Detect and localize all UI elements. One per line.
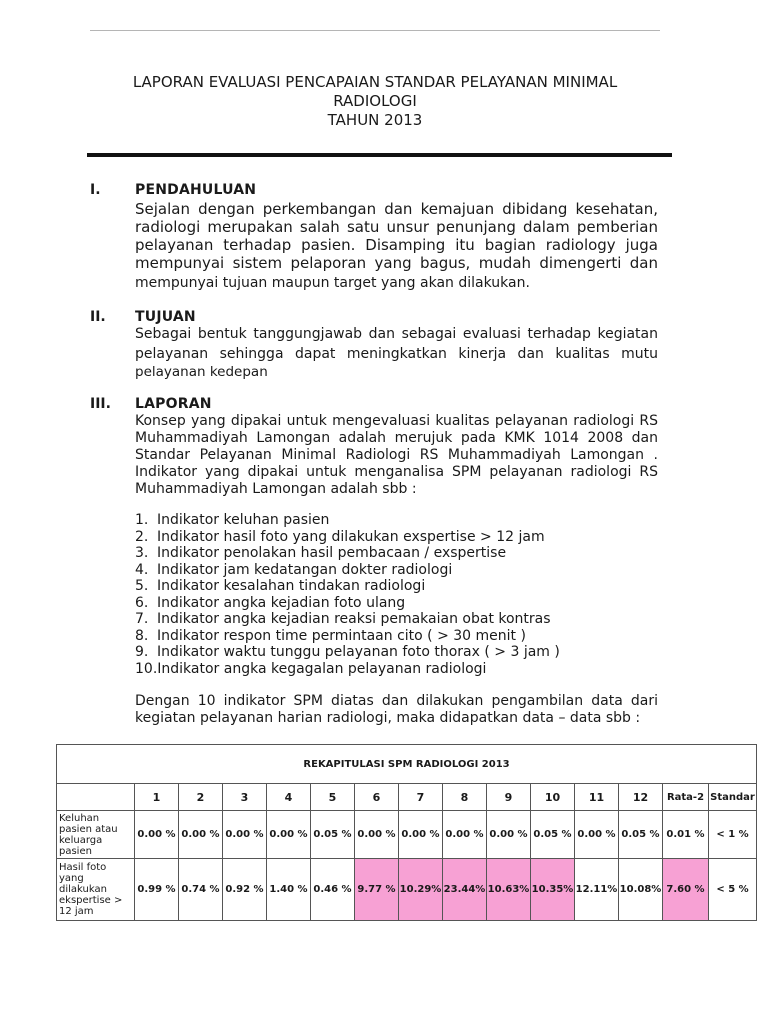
report-title-line-3: TAHUN 2013 — [327, 111, 423, 129]
column-header-average: Rata-2 — [663, 784, 709, 811]
paragraph-line: Standar Pelayanan Minimal Radiologi RS Muhammadiyah Lamongan . — [135, 447, 658, 463]
table-cell: 12.11% — [575, 859, 619, 921]
column-header: 9 — [487, 784, 531, 811]
table-cell: 9.77 % — [355, 859, 399, 921]
table-cell: 10.63% — [487, 859, 531, 921]
list-item: 9. Indikator waktu tunggu pelayanan foto thorax ( > 3 jam ) — [135, 644, 560, 660]
list-item: 5. Indikator kesalahan tindakan radiologi — [135, 578, 426, 594]
paragraph-line: Indikator yang dipakai untuk menganalisa SPM pelayanan radiologi RS — [135, 464, 658, 480]
table-caption: REKAPITULASI SPM RADIOLOGI 2013 — [57, 745, 757, 784]
paragraph-line: Dengan 10 indikator SPM diatas dan dilakukan pengambilan data dari — [135, 693, 658, 709]
table-header-row — [57, 784, 757, 811]
row-label: Keluhan pasien atau keluarga pasien — [57, 811, 135, 859]
column-header: 10 — [531, 784, 575, 811]
column-header: 8 — [443, 784, 487, 811]
column-header-standard: Standar — [709, 784, 757, 811]
section-heading-pendahuluan: PENDAHULUAN — [135, 182, 257, 198]
report-title-line-1: LAPORAN EVALUASI PENCAPAIAN STANDAR PELAYANAN MINIMAL — [132, 73, 618, 91]
section-number: I. — [90, 182, 101, 198]
table-cell: 10.29% — [399, 859, 443, 921]
paragraph-line: Sebagai bentuk tanggungjawab dan sebagai evaluasi terhadap kegiatan — [135, 326, 658, 342]
table-cell: 0.00 % — [399, 811, 443, 859]
list-item: 2. Indikator hasil foto yang dilakukan exspertise > 12 jam — [135, 529, 545, 545]
table-cell: 0.00 % — [487, 811, 531, 859]
table-cell: 1.40 % — [267, 859, 311, 921]
paragraph-line: Muhammadiyah Lamongan adalah merujuk pada KMK 1014 2008 dan — [135, 430, 658, 446]
list-item: 8. Indikator respon time permintaan cito ( > 30 menit ) — [135, 628, 526, 644]
paragraph-line: Sejalan dengan perkembangan dan kemajuan dibidang kesehatan, — [135, 200, 658, 218]
section-number: III. — [90, 396, 111, 412]
section-heading-laporan: LAPORAN — [135, 396, 212, 412]
paragraph-line: pelayanan kedepan — [135, 364, 268, 380]
paragraph-line: mempunyai tujuan maupun target yang akan dilakukan. — [135, 275, 530, 291]
table-cell: 0.00 % — [443, 811, 487, 859]
top-divider — [90, 30, 660, 31]
table-row — [57, 811, 757, 859]
list-item: 7. Indikator angka kejadian reaksi pemakaian obat kontras — [135, 611, 551, 627]
table-cell: 0.00 % — [179, 811, 223, 859]
list-item: 4. Indikator jam kedatangan dokter radiologi — [135, 562, 453, 578]
table-cell-standard: < 5 % — [709, 859, 757, 921]
column-header: 5 — [311, 784, 355, 811]
column-header: 12 — [619, 784, 663, 811]
table-cell: 0.05 % — [619, 811, 663, 859]
list-item: 3. Indikator penolakan hasil pembacaan / exspertise — [135, 545, 507, 561]
list-item: 10.Indikator angka kegagalan pelayanan radiologi — [135, 661, 487, 677]
paragraph-line: pelayanan sehingga dapat meningkatkan kinerja dan kualitas mutu — [135, 346, 658, 362]
list-item: 6. Indikator angka kejadian foto ulang — [135, 595, 406, 611]
column-header: 6 — [355, 784, 399, 811]
column-header: 1 — [135, 784, 179, 811]
table-cell: 0.05 % — [311, 811, 355, 859]
paragraph-line: Konsep yang dipakai untuk mengevaluasi kualitas pelayanan radiologi RS — [135, 413, 658, 429]
table-cell: 0.74 % — [179, 859, 223, 921]
column-header: 7 — [399, 784, 443, 811]
paragraph-line: Muhammadiyah Lamongan adalah sbb : — [135, 481, 417, 497]
table-row — [57, 859, 757, 921]
list-item: 1. Indikator keluhan pasien — [135, 512, 330, 528]
table-cell-average: 0.01 % — [663, 811, 709, 859]
table-cell: 0.99 % — [135, 859, 179, 921]
table-cell: 10.35% — [531, 859, 575, 921]
row-label: Hasil foto yang dilakukan ekspertise > 12 jam — [57, 859, 135, 921]
report-title-line-2: RADIOLOGI — [333, 92, 417, 110]
title-rule — [87, 153, 672, 157]
table-cell: 0.00 % — [135, 811, 179, 859]
section-heading-tujuan: TUJUAN — [135, 309, 196, 325]
table-cell-average: 7.60 % — [663, 859, 709, 921]
table-cell: 0.46 % — [311, 859, 355, 921]
table-cell: 0.00 % — [223, 811, 267, 859]
paragraph-line: pelayanan terhadap pasien. Disamping itu bagian radiology juga — [135, 236, 658, 254]
column-header: 3 — [223, 784, 267, 811]
table-header-corner — [57, 784, 135, 811]
column-header: 4 — [267, 784, 311, 811]
table-cell-standard: < 1 % — [709, 811, 757, 859]
paragraph-line: radiologi merupakan salah satu unsur penunjang dalam pemberian — [135, 218, 658, 236]
rekap-table — [56, 744, 757, 921]
paragraph-line: mempunyai sistem pelaporan yang bagus, mudah dimengerti dan — [135, 254, 658, 272]
table-cell: 0.00 % — [575, 811, 619, 859]
table-cell: 0.92 % — [223, 859, 267, 921]
column-header: 11 — [575, 784, 619, 811]
table-cell: 0.05 % — [531, 811, 575, 859]
section-number: II. — [90, 309, 106, 325]
column-header: 2 — [179, 784, 223, 811]
table-cell: 0.00 % — [355, 811, 399, 859]
table-cell: 0.00 % — [267, 811, 311, 859]
table-cell: 10.08% — [619, 859, 663, 921]
table-cell: 23.44% — [443, 859, 487, 921]
paragraph-line: kegiatan pelayanan harian radiologi, maka didapatkan data – data sbb : — [135, 710, 641, 726]
